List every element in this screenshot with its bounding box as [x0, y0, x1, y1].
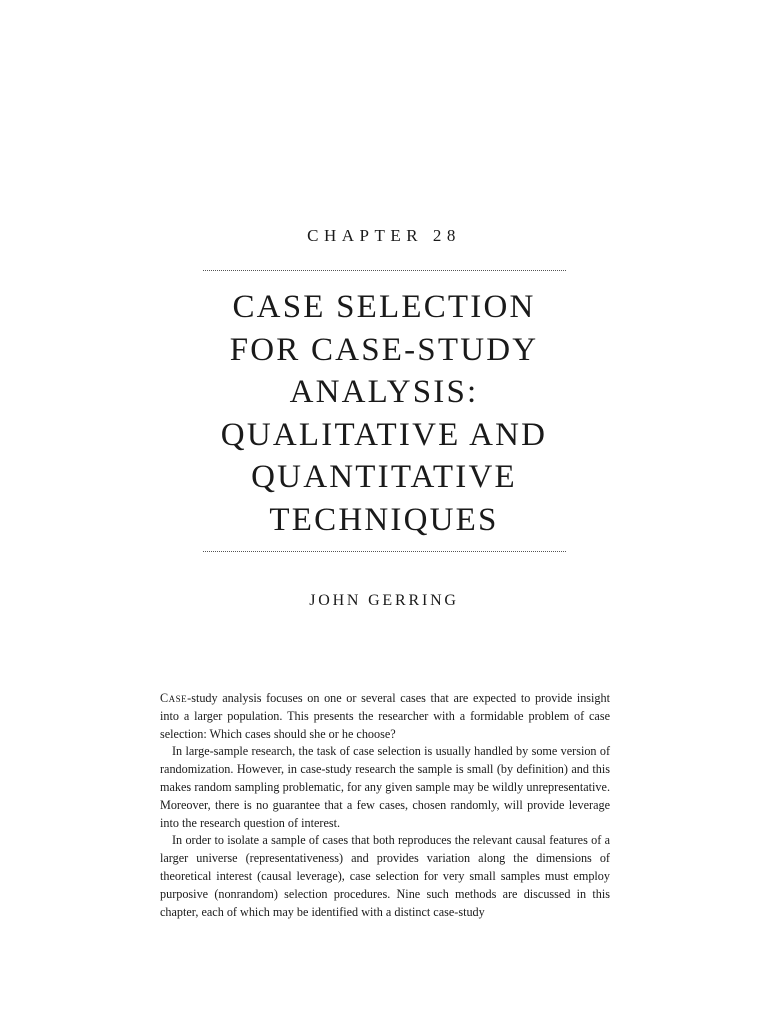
title-line: QUANTITATIVE [251, 459, 517, 495]
paragraph-1-text: -study analysis focuses on one or several cases that are expected to provide insight into a larger population. This presents the researcher with a formidable problem of case selection: Which cases should she or he choose? [160, 691, 610, 741]
paragraph-1 [160, 690, 610, 743]
top-dotted-rule [203, 270, 566, 271]
title-line: FOR CASE-STUDY [229, 331, 539, 368]
title-line: QUALITATIVE AND [220, 416, 548, 453]
title-line: CASE SELECTION [232, 289, 536, 325]
title-line: ANALYSIS: [289, 374, 479, 410]
paragraph-3: In order to isolate a sample of cases that both reproduces the relevant causal features of a larger universe (representativeness) and provides variation along the dimensions of theoretical interest (causal leverage), case selection for very small samples must employ purposive (nonrandom) selection procedures. Nine such methods are discussed in this chapter, each of which may be identified with a distinct case-study [160, 833, 610, 919]
paragraph-2: In large-sample research, the task of case selection is usually handled by some version of randomization. However, in case-study research the sample is small (by definition) and this makes random sampling problematic, for any given sample may be wildly unrepresentative. Moreover, there is no guarantee that a few cases, chosen randomly, will provide leverage into the research question of interest. [160, 744, 610, 830]
chapter-title [150, 286, 618, 541]
body-text [160, 690, 610, 921]
bottom-dotted-rule [203, 551, 566, 552]
chapter-label: CHAPTER 28 [307, 226, 461, 245]
author-name: JOHN GERRING [309, 592, 459, 609]
title-line: TECHNIQUES [269, 501, 499, 538]
paragraph-1-lead: Case [160, 691, 188, 705]
